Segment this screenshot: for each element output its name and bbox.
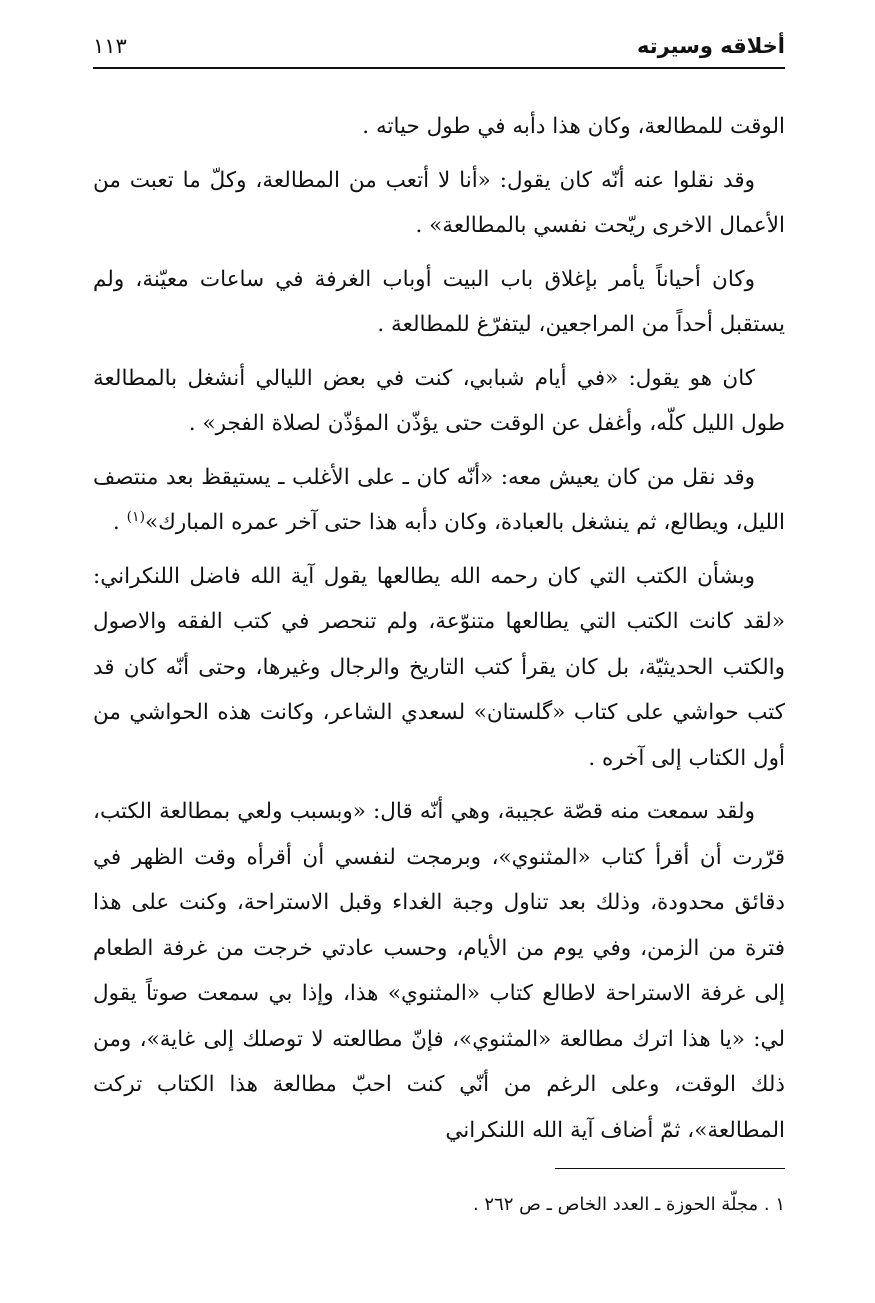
body-text <box>93 104 785 1161</box>
paragraph-5-tail: . <box>112 510 127 535</box>
footnote: ١ . مجلّة الحوزة ـ العدد الخاص ـ ص ٢٦٢ . <box>472 1194 785 1215</box>
paragraph-7: ولقد سمعت منه قصّة عجيبة، وهي أنّه قال: «وبسبب ولعي بمطالعة الكتب، قرّرت أن أقرأ كتاب «المثنوي»، وبرمجت لنفسي أن أقرأه وقت الظهر في دقائق محدودة، وذلك بعد تناول وجبة الغداء وقبل الاستراحة، وكنت على هذا فترة من الزمن، وفي يوم من الأيام، وحسب عادتي خرجت من غرفة الطعام إلى غرفة الاستراحة لاطالع كتاب «المثنوي» هذا، وإذا بي سمعت صوتاً يقول لي: «يا هذا اترك مطالعة «المثنوي»، فإنّ مطالعته لا توصلك إلى غاية»، ومن ذلك الوقت، وعلى الرغم من أنّي كنت احبّ مطالعة هذا الكتاب تركت المطالعة»، ثمّ أضاف آية الله اللنكراني <box>93 799 785 1143</box>
footnote-reference: (١) <box>126 508 146 525</box>
page-number: ١١٣ <box>93 34 127 58</box>
paragraph-4: كان هو يقول: «في أيام شبابي، كنت في بعض الليالي أنشغل بالمطالعة طول الليل كلّه، وأغفل عن الوقت حتى يؤذّن المؤذّن لصلاة الفجر» . <box>93 365 785 436</box>
paragraph-3: وكان أحياناً يأمر بإغلاق باب البيت أوباب الغرفة في ساعات معيّنة، ولم يستقبل أحداً من المراجعين، ليتفرّغ للمطالعة . <box>93 266 785 337</box>
running-title: أخلاقه وسيرته <box>636 34 785 58</box>
running-header <box>93 28 785 68</box>
header-rule <box>93 67 785 69</box>
paragraph-2: وقد نقلوا عنه أنّه كان يقول: «أنا لا أتعب من المطالعة، وكلّ ما تعبت من الأعمال الاخرى ريّحت نفسي بالمطالعة» . <box>93 167 785 238</box>
footnote-rule <box>555 1168 785 1169</box>
paragraph-5 <box>93 455 785 546</box>
paragraph-5-text: وقد نقل من كان يعيش معه: «أنّه كان ـ على الأغلب ـ يستيقظ بعد منتصف الليل، ويطالع، ثم ينشغل بالعبادة، وكان دأبه هذا حتى آخر عمره المبارك» <box>93 464 785 535</box>
paragraph-1: الوقت للمطالعة، وكان هذا دأبه في طول حياته . <box>362 114 785 139</box>
paragraph-6: وبشأن الكتب التي كان رحمه الله يطالعها يقول آية الله فاضل اللنكراني: «لقد كانت الكتب التي يطالعها متنوّعة، ولم تنحصر في كتب الفقه والاصول والكتب الحديثيّة، بل كان يقرأ كتب التاريخ والرجال وغيرها، وحتى أنّه كان قد كتب حواشي على كتاب «گلستان» لسعدي الشاعر، وكانت هذه الحواشي من أول الكتاب إلى آخره . <box>93 563 785 771</box>
